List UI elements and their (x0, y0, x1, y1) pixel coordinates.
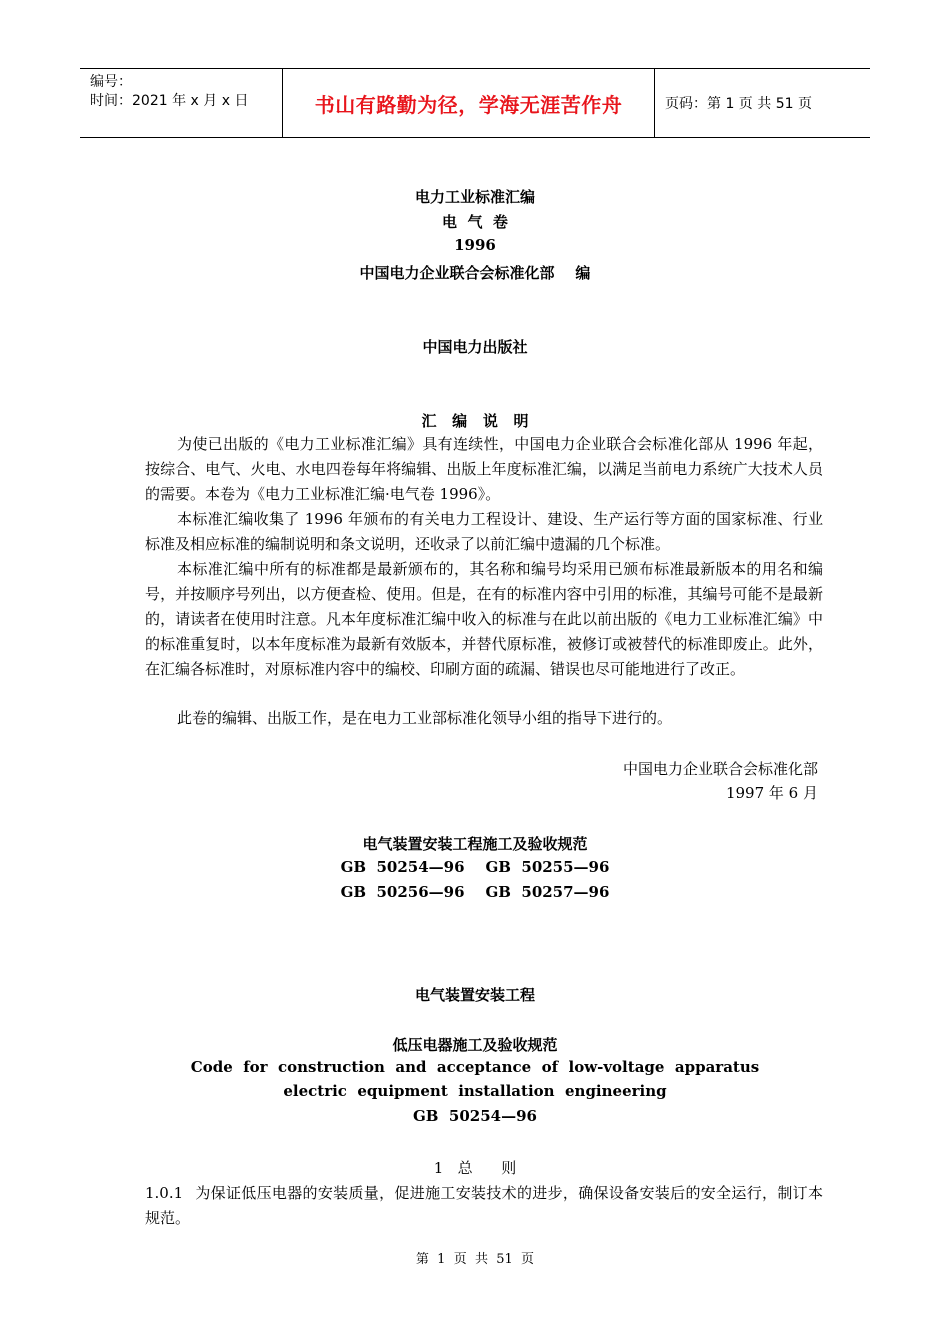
notes-heading: 汇 编 说 明 (421, 412, 529, 430)
spec-codes-line: GB 50254—96 GB 50255—96 (340, 858, 610, 876)
notes-paragraph: 本标准汇编中所有的标准都是最新颁布的，其名称和编号均采用已颁布标准最新版本的用名和编号，并按顺序号列出，以方便查检、使用。但是，在有的标准内容中引用的标准，其编号可能不是最新的，请读者在使用时注意。凡本年度标准汇编中收入的标准与在此以前出版的《电力工业标准汇编》中的标准重复时，以本年度标准为最新有效版本，并替代原标准，被修订或被替代的标准即废止。此外，在汇编各标准时，对原标准内容中的编校、印刷方面的疏漏、错误也尽可能地进行了改正。 (145, 560, 823, 678)
spec-codes-line: GB 50256—96 GB 50257—96 (340, 883, 610, 901)
publisher: 中国电力出版社 (422, 338, 528, 356)
header-meta (80, 69, 282, 137)
english-title-line: Code for construction and acceptance of low-voltage apparatus (190, 1058, 760, 1076)
section-title: 电气装置安装工程 (414, 986, 535, 1004)
notes-paragraph: 此卷的编辑、出版工作，是在电力工业部标准化领导小组的指导下进行的。 (177, 709, 673, 727)
header-motto: 书山有路勤为径，学海无涯苦作舟 (282, 69, 655, 137)
notes-paragraph: 本标准汇编收集了 1996 年颁布的有关电力工程设计、建设、生产运行等方面的国家标准、行业标准及相应标准的编制说明和条文说明，还收录了以前汇编中遗漏的几个标准。 (145, 510, 823, 553)
page-header (80, 68, 870, 138)
section-subtitle: 低压电器施工及验收规范 (392, 1036, 558, 1054)
page-footer: 第 1 页 共 51 页 (415, 1252, 535, 1267)
document-number-label: 编号： (90, 74, 132, 90)
document-time-label: 时间：2021 年 x 月 x 日 (90, 93, 249, 109)
signature-organization: 中国电力企业联合会标准化部 (622, 760, 818, 778)
section-code: GB 50254—96 (413, 1107, 537, 1125)
editor-line: 中国电力企业联合会标准化部 编 (359, 264, 591, 282)
volume-title: 电 气 卷 (442, 213, 508, 231)
clause-number: 1.0.1 (145, 1184, 184, 1202)
chapter-heading: 1 总 则 (433, 1159, 517, 1177)
spec-group-title: 电气装置安装工程施工及验收规范 (362, 835, 588, 853)
collection-title: 电力工业标准汇编 (414, 188, 535, 206)
clause (145, 1181, 823, 1231)
notes-paragraph: 为使已出版的《电力工业标准汇编》具有连续性，中国电力企业联合会标准化部从 1996 年起，按综合、电气、火电、水电四卷每年将编辑、出版上年度标准汇编，以满足当前电力系统广大技术人员的需要。本卷为《电力工业标准汇编·电气卷 1996》。 (145, 435, 823, 503)
signature-date: 1997 年 6 月 (725, 784, 818, 802)
header-page-info: 页码：第 1 页 共 51 页 (665, 96, 812, 112)
volume-year: 1996 (454, 236, 496, 254)
clause-text: 为保证低压电器的安装质量，促进施工安装技术的进步，确保设备安装后的安全运行，制订本规范。 (145, 1184, 823, 1227)
english-title-line: electric equipment installation engineering (283, 1082, 667, 1100)
